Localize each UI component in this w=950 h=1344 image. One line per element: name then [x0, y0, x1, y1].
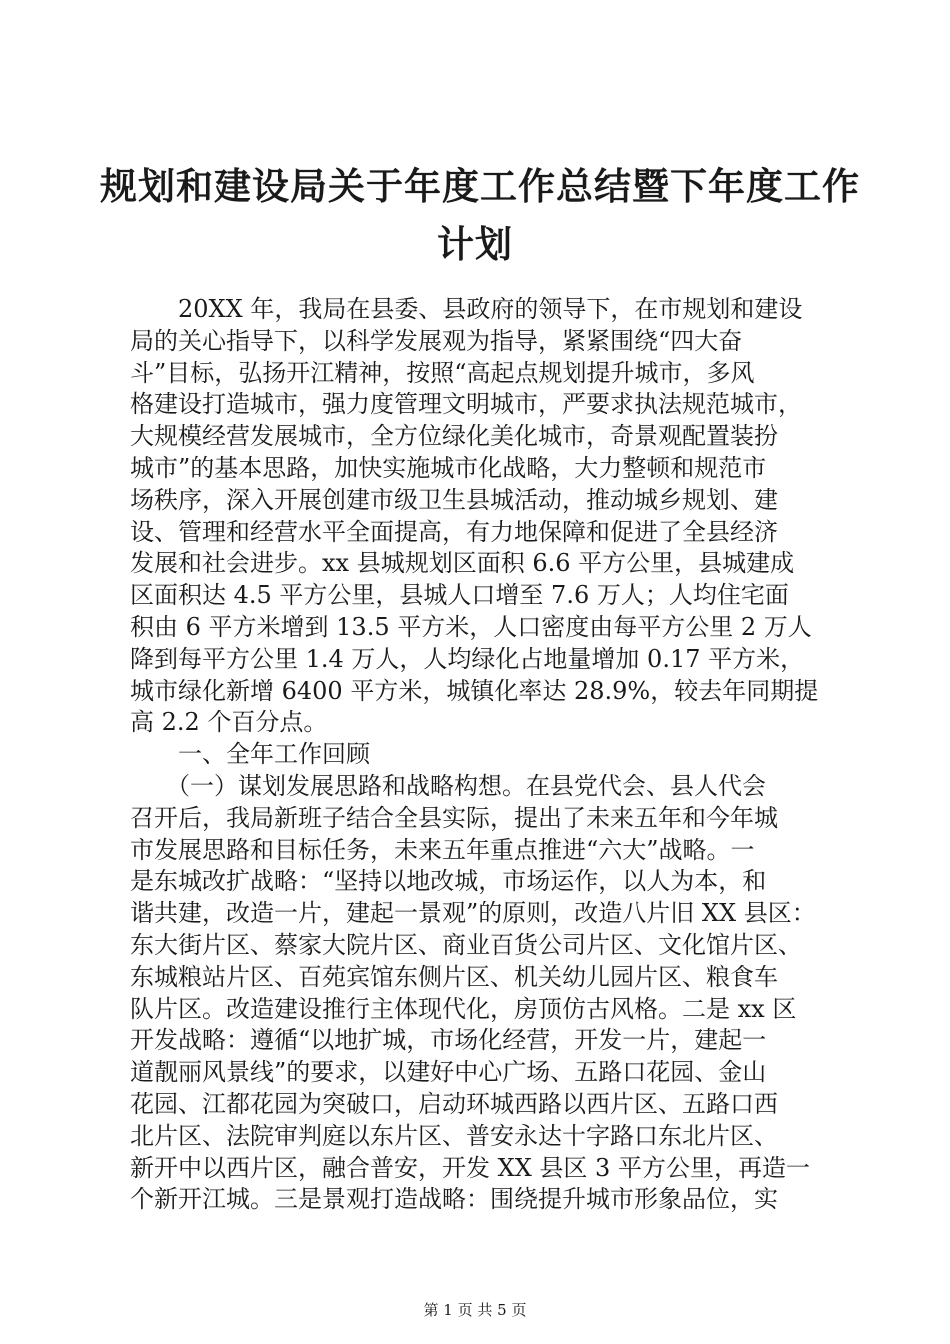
body-line: 区面积达 4.5 平方公里，县城人口增至 7.6 万人；人均住宅面 [130, 581, 789, 610]
page-footer: 第 1 页 共 5 页 [423, 1301, 527, 1319]
body-line: 新开中以西片区，融合普安，开发 XX 县区 3 平方公里，再造一 [130, 1153, 810, 1182]
body-line: 花园、江都花园为突破口，启动环城西路以西片区、五路口西 [130, 1089, 778, 1118]
body-line: 格建设打造城市，强力度管理文明城市，严要求执法规范城市， [130, 390, 802, 419]
body-line: 降到每平方公里 1.4 万人，人均绿化占地量增加 0.17 平方米， [130, 644, 805, 673]
body-line: 城市绿化新增 6400 平方米，城镇化率达 28.9%，较去年同期提 [130, 676, 819, 705]
body-line: 场秩序，深入开展创建市级卫生县城活动，推动城乡规划、建 [130, 485, 778, 514]
body-line: 20XX 年，我局在县委、县政府的领导下，在市规划和建设 [178, 295, 803, 323]
body-line: 大规模经营发展城市，全方位绿化美化城市，奇景观配置装扮 [130, 422, 778, 451]
body-line: 北片区、法院审判庭以东片区、普安永达十字路口东北片区、 [130, 1121, 778, 1150]
body-line: 设、管理和经营水平全面提高，有力地保障和促进了全县经济 [130, 517, 778, 546]
document-title-line-1: 规划和建设局关于年度工作总结暨下年度工作 [100, 164, 860, 208]
body-line: 开发战略：遵循“以地扩城，市场化经营，开发一片，建起一 [130, 1026, 767, 1055]
subsection-line: （一）谋划发展思路和战略构想。在县党代会、县人代会 [166, 771, 766, 800]
document-body [130, 294, 830, 1216]
body-line: 城市”的基本思路，加快实施城市化战略，大力整顿和规范市 [130, 453, 767, 482]
body-line: 发展和社会进步。xx 县城规划区面积 6.6 平方公里，县城建成 [130, 549, 795, 578]
body-line: 是东城改扩战略：“坚持以地改城，市场运作，以人为本，和 [130, 867, 767, 896]
body-line: 高 2.2 个百分点。 [130, 708, 328, 737]
body-line: 东大街片区、蔡家大院片区、商业百货公司片区、文化馆片区、 [130, 930, 802, 959]
body-line: 积由 6 平方米增到 13.5 平方米，人口密度由每平方公里 2 万人 [130, 612, 812, 641]
body-line: 个新开江城。三是景观打造战略：围绕提升城市形象品位，实 [130, 1185, 778, 1214]
body-line: 斗”目标，弘扬开江精神，按照“高起点规划提升城市，多风 [130, 358, 755, 387]
body-line: 队片区。改造建设推行主体现代化，房顶仿古风格。二是 xx 区 [130, 994, 797, 1023]
body-line: 东城粮站片区、百苑宾馆东侧片区、机关幼儿园片区、粮食车 [130, 962, 778, 991]
section-heading: 一、全年工作回顾 [178, 740, 370, 769]
document-title-line-2: 计划 [437, 222, 513, 266]
body-line: 召开后，我局新班子结合全县实际，提出了未来五年和今年城 [130, 803, 778, 832]
body-line: 道靓丽风景线”的要求，以建好中心广场、五路口花园、金山 [130, 1058, 767, 1087]
body-line: 市发展思路和目标任务，未来五年重点推进“六大”战略。一 [130, 835, 755, 864]
body-line: 谐共建，改造一片，建起一景观”的原则，改造八片旧 XX 县区： [130, 899, 816, 928]
body-line: 局的关心指导下，以科学发展观为指导，紧紧围绕“四大奋 [130, 326, 743, 355]
